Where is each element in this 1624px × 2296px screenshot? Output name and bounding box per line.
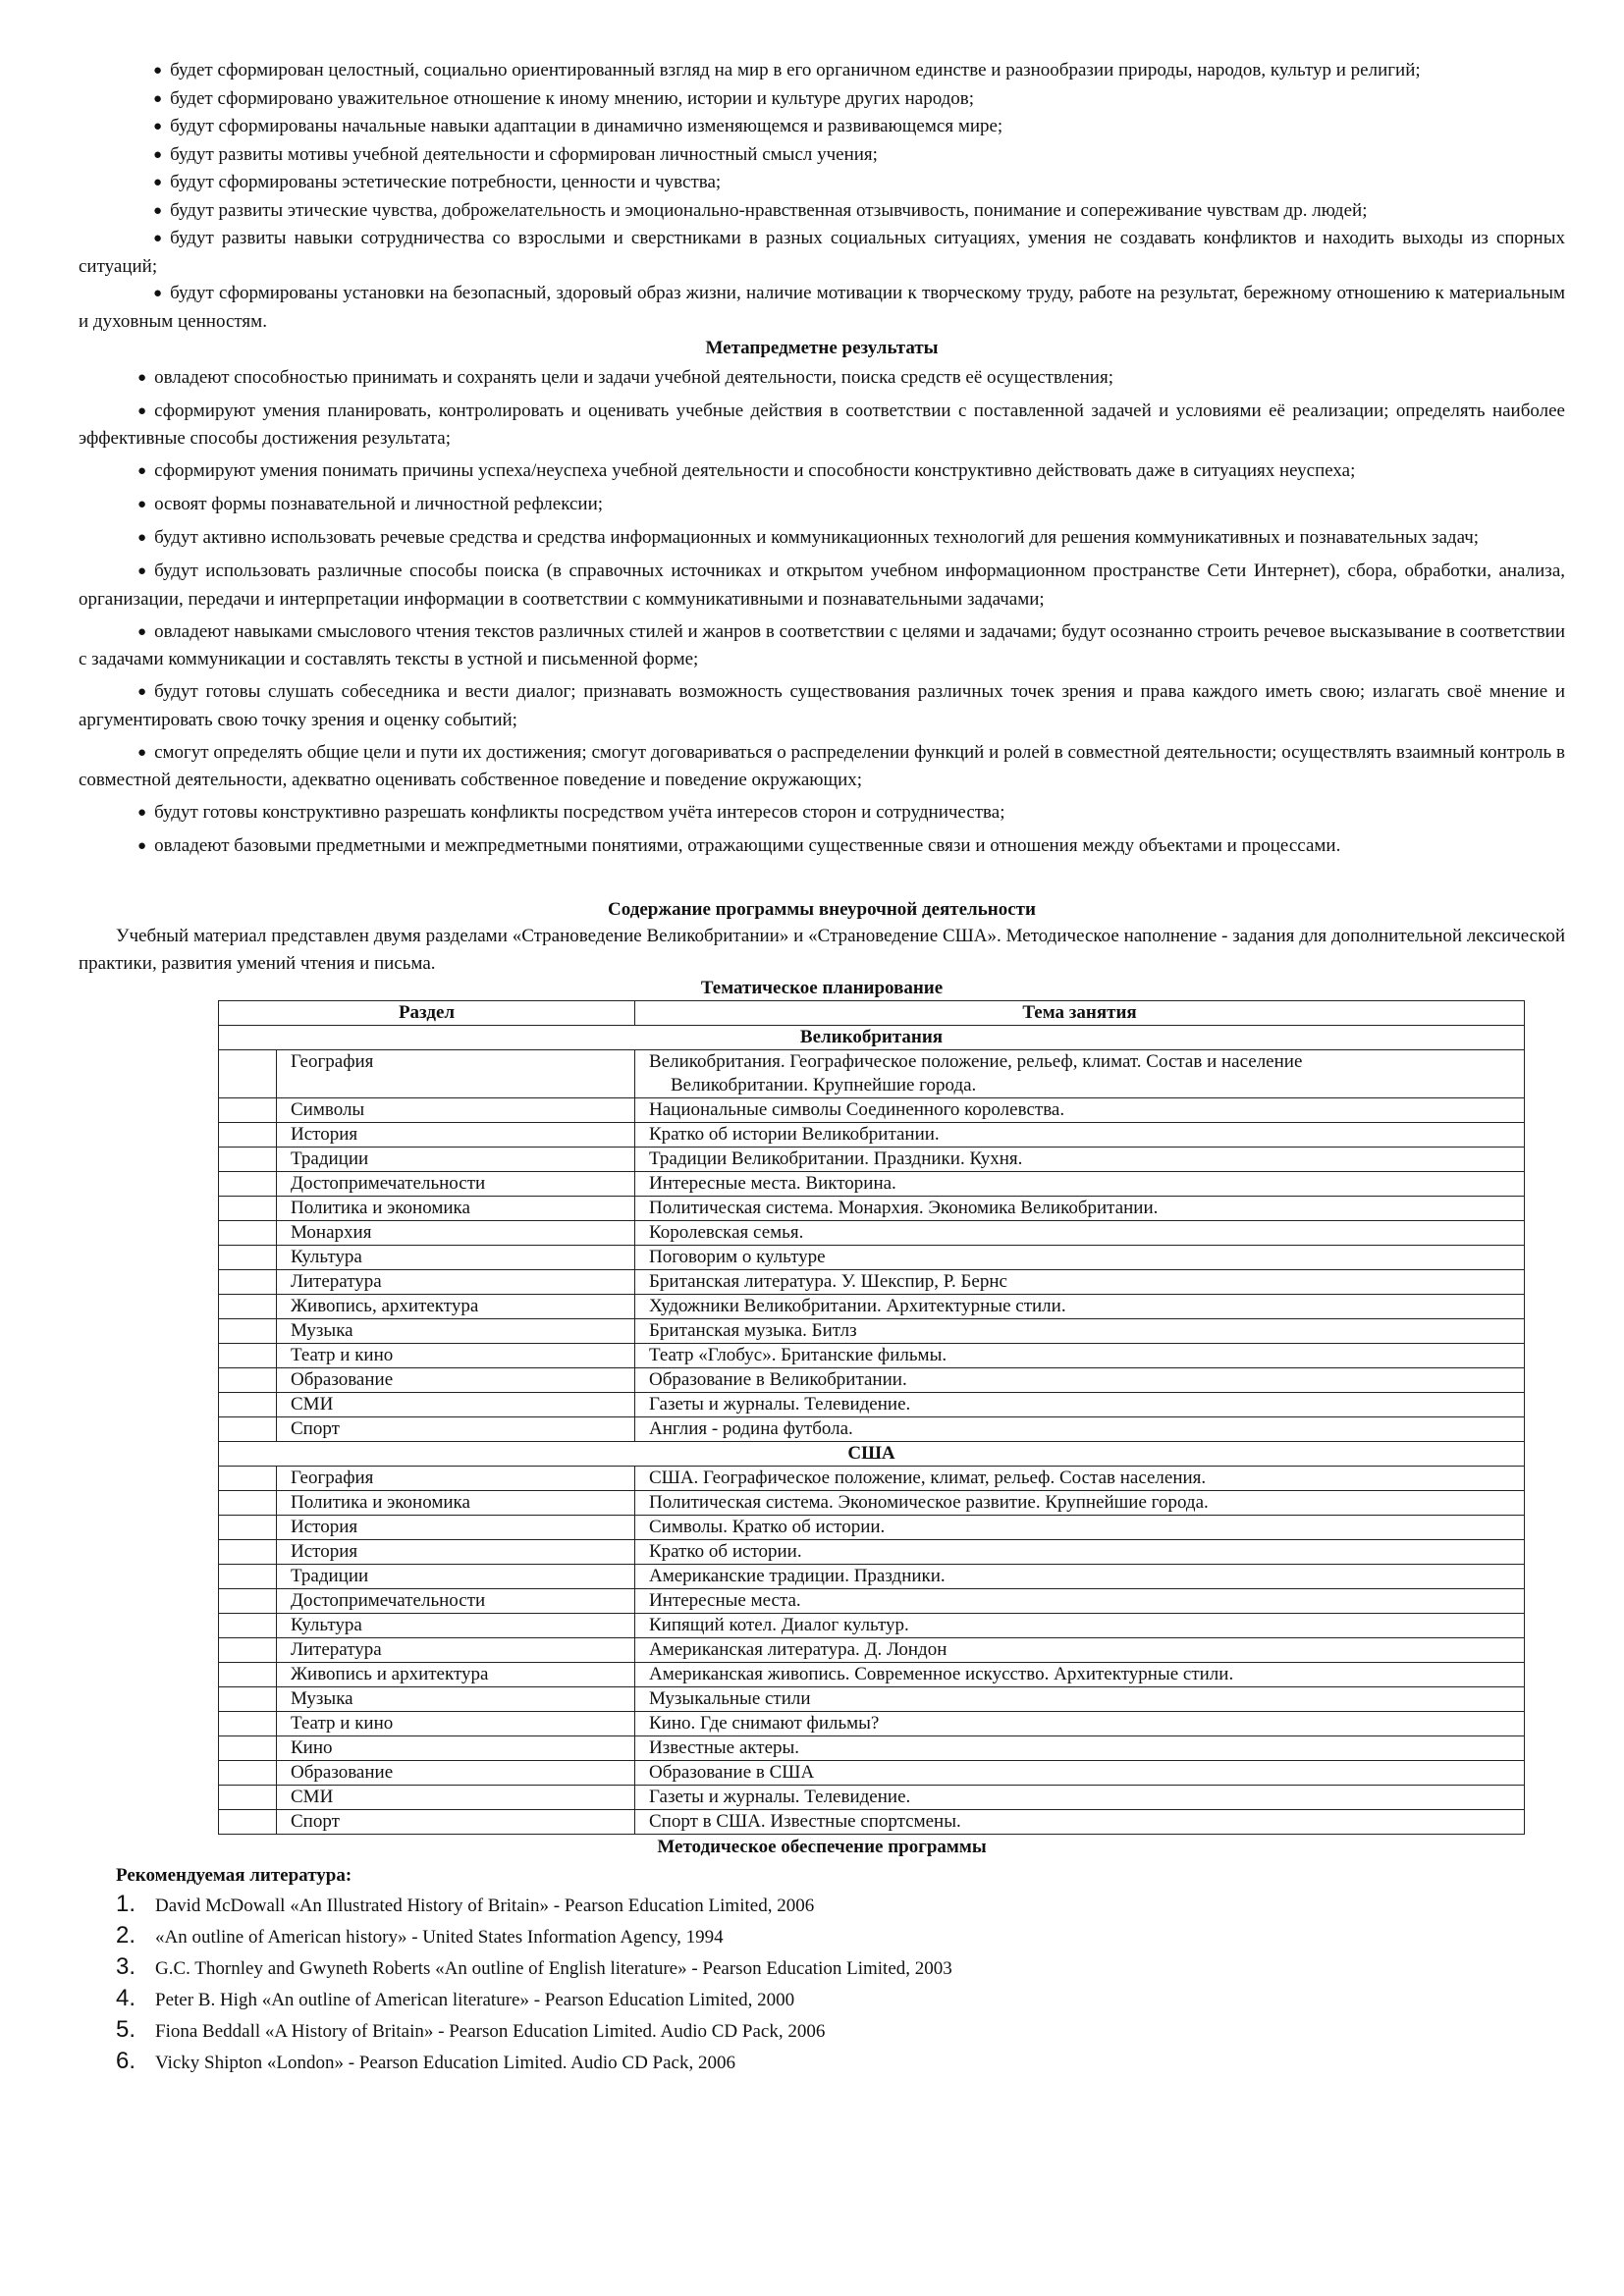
table-row	[219, 1638, 1525, 1663]
literature-text: «An outline of American history» - United States Information Agency, 1994	[155, 1927, 724, 1948]
empty-cell	[219, 1050, 277, 1098]
topic-text: Национальные символы Соединенного королевства.	[649, 1099, 1065, 1120]
section-cell: Традиции	[277, 1148, 635, 1172]
table-row	[219, 1589, 1525, 1614]
topic-text: Великобритания. Географическое положение, рельеф, климат. Состав и население	[649, 1051, 1303, 1072]
table-row	[219, 1467, 1525, 1491]
table-row	[219, 1221, 1525, 1246]
table-row	[219, 1393, 1525, 1417]
personal-result-item	[79, 57, 1565, 85]
empty-cell	[219, 1589, 277, 1614]
topic-text: Поговорим о культуре	[649, 1247, 826, 1267]
empty-cell	[219, 1516, 277, 1540]
metasubject-result-item	[79, 618, 1565, 673]
plan-heading: Тематическое планирование	[700, 978, 944, 998]
section-cell: Культура	[277, 1614, 635, 1638]
topic-text: Образование в Великобритании.	[649, 1369, 907, 1390]
bullet-icon: ●	[153, 175, 163, 190]
topic-text: Британская музыка. Битлз	[649, 1320, 857, 1341]
empty-cell	[219, 1123, 277, 1148]
personal-result-item	[79, 141, 1565, 170]
literature-number: 4.	[116, 1985, 136, 2011]
bullet-icon: ●	[137, 805, 147, 821]
topic-text-continued: Великобритании. Крупнейшие города.	[671, 1075, 977, 1095]
literature-item	[116, 1921, 1565, 1952]
topic-text: Британская литература. У. Шекспир, Р. Бернс	[649, 1271, 1007, 1292]
topic-text: Спорт в США. Известные спортсмены.	[649, 1811, 961, 1832]
topic-text: Традиции Великобритании. Праздники. Кухня.	[649, 1148, 1023, 1169]
bullet-icon: ●	[137, 463, 147, 479]
personal-result-item	[79, 85, 1565, 114]
column-header-topic: Тема занятия	[635, 1001, 1525, 1026]
metasubject-result-item	[79, 457, 1565, 486]
country-label: Великобритания	[219, 1026, 1525, 1050]
bullet-icon: ●	[137, 530, 147, 546]
literature-item	[116, 2015, 1565, 2047]
section-cell: Символы	[277, 1098, 635, 1123]
section-cell: Монархия	[277, 1221, 635, 1246]
content-heading: Содержание программы внеурочной деятельности	[608, 898, 1036, 920]
literature-number: 3.	[116, 1953, 136, 1980]
content-intro: Учебный материал представлен двумя разделами «Страноведение Великобритании» и «Страноведение США». Методическое наполнение - задания для дополнительной лексической практики, развития умений чтения и письма.	[79, 926, 1565, 974]
literature-text: Peter B. High «An outline of American literature» - Pearson Education Limited, 2000	[155, 1990, 795, 2010]
topic-text: Символы. Кратко об истории.	[649, 1517, 886, 1537]
methods-heading: Методическое обеспечение программы	[657, 1837, 987, 1857]
section-cell: Культура	[277, 1246, 635, 1270]
personal-result-item	[79, 197, 1565, 226]
topic-cell	[635, 1663, 1525, 1687]
metasubject-result-item-text: сформируют умения планировать, контролировать и оценивать учебные действия в соответствии с поставленной задачей и условиями её реализации; определять наиболее эффективные способы достижения результата;	[79, 400, 1565, 449]
table-row	[219, 1344, 1525, 1368]
topic-text: Американская живопись. Современное искусство. Архитектурные стили.	[649, 1664, 1234, 1684]
section-cell: Кино	[277, 1736, 635, 1761]
section-cell: Образование	[277, 1761, 635, 1786]
table-row	[219, 1761, 1525, 1786]
section-cell: История	[277, 1540, 635, 1565]
personal-result-item-text: будут сформированы установки на безопасный, здоровый образ жизни, наличие мотивации к творческому труду, работе на результат, бережному отношению к материальным и духовным ценностям.	[79, 283, 1565, 332]
topic-text: Англия - родина футбола.	[649, 1418, 853, 1439]
topic-cell	[635, 1417, 1525, 1442]
table-row	[219, 1663, 1525, 1687]
table-row	[219, 1123, 1525, 1148]
metasubject-result-item-text: овладеют базовыми предметными и межпредметными понятиями, отражающими существенные связи и отношения между объектами и процессами.	[154, 835, 1341, 856]
empty-cell	[219, 1368, 277, 1393]
topic-cell	[635, 1393, 1525, 1417]
empty-cell	[219, 1810, 277, 1835]
metasubject-result-item	[79, 799, 1565, 828]
personal-result-item-text: будут развиты навыки сотрудничества со взрослыми и сверстниками в разных социальных ситуациях, умения не создавать конфликтов и находить выходы из спорных ситуаций;	[79, 228, 1565, 277]
table-row	[219, 1270, 1525, 1295]
section-cell: Политика и экономика	[277, 1491, 635, 1516]
literature-title: Рекомендуемая литература:	[116, 1865, 352, 1886]
empty-cell	[219, 1614, 277, 1638]
topic-text: Королевская семья.	[649, 1222, 804, 1243]
table-row	[219, 1540, 1525, 1565]
empty-cell	[219, 1540, 277, 1565]
topic-cell	[635, 1148, 1525, 1172]
bullet-icon: ●	[153, 231, 163, 246]
bullet-icon: ●	[153, 119, 163, 134]
topic-cell	[635, 1540, 1525, 1565]
section-cell: Литература	[277, 1270, 635, 1295]
topic-text: Интересные места.	[649, 1590, 801, 1611]
literature-item	[116, 2047, 1565, 2078]
bullet-icon: ●	[137, 684, 147, 700]
empty-cell	[219, 1786, 277, 1810]
topic-cell	[635, 1516, 1525, 1540]
topic-text: Художники Великобритании. Архитектурные стили.	[649, 1296, 1066, 1316]
section-cell: Живопись, архитектура	[277, 1295, 635, 1319]
section-cell: Театр и кино	[277, 1712, 635, 1736]
section-cell: География	[277, 1467, 635, 1491]
topic-cell	[635, 1589, 1525, 1614]
metasubject-result-item	[79, 678, 1565, 733]
metasubject-result-item-text: будут использовать различные способы поиска (в справочных источниках и открытом учебном информационном пространстве Сети Интернет), сбора, обработки, анализа, организации, передачи и интерпретации информации в соответствии с коммуникативными и познавательными задачами;	[79, 561, 1565, 610]
literature-number: 6.	[116, 2048, 136, 2074]
topic-text: Кино. Где снимают фильмы?	[649, 1713, 880, 1734]
literature-text: Fiona Beddall «A History of Britain» - Pearson Education Limited. Audio CD Pack, 2006	[155, 2021, 826, 2042]
table-header-row	[219, 1001, 1525, 1026]
table-row	[219, 1810, 1525, 1835]
empty-cell	[219, 1761, 277, 1786]
empty-cell	[219, 1295, 277, 1319]
topic-text: Интересные места. Викторина.	[649, 1173, 896, 1194]
bullet-icon: ●	[153, 63, 163, 79]
bullet-icon: ●	[153, 286, 163, 301]
topic-text: Политическая система. Монархия. Экономика Великобритании.	[649, 1198, 1159, 1218]
metasubject-result-item	[79, 739, 1565, 794]
literature-number: 5.	[116, 2016, 136, 2043]
section-cell: Достопримечательности	[277, 1172, 635, 1197]
topic-cell	[635, 1467, 1525, 1491]
personal-results-list	[79, 57, 1565, 335]
topic-text: Театр «Глобус». Британские фильмы.	[649, 1345, 947, 1365]
bullet-icon: ●	[137, 497, 147, 512]
table-row	[219, 1319, 1525, 1344]
literature-number: 2.	[116, 1922, 136, 1949]
empty-cell	[219, 1148, 277, 1172]
section-cell: Живопись и архитектура	[277, 1663, 635, 1687]
empty-cell	[219, 1417, 277, 1442]
empty-cell	[219, 1393, 277, 1417]
country-label: США	[219, 1442, 1525, 1467]
topic-text: Кратко об истории.	[649, 1541, 802, 1562]
topic-cell	[635, 1761, 1525, 1786]
empty-cell	[219, 1712, 277, 1736]
topic-cell	[635, 1736, 1525, 1761]
thematic-plan-table	[218, 1000, 1525, 1835]
literature-text: G.C. Thornley and Gwyneth Roberts «An outline of English literature» - Pearson Education Limited, 2003	[155, 1958, 952, 1979]
topic-cell	[635, 1491, 1525, 1516]
empty-cell	[219, 1270, 277, 1295]
empty-cell	[219, 1197, 277, 1221]
table-row	[219, 1786, 1525, 1810]
table-row	[219, 1295, 1525, 1319]
metasubject-result-item-text: овладеют способностью принимать и сохранять цели и задачи учебной деятельности, поиска средств её осуществления;	[154, 366, 1113, 388]
table-row	[219, 1565, 1525, 1589]
topic-cell	[635, 1123, 1525, 1148]
literature-text: Vicky Shipton «London» - Pearson Education Limited. Audio CD Pack, 2006	[155, 2053, 735, 2073]
bullet-icon: ●	[137, 369, 147, 386]
topic-text: Известные актеры.	[649, 1737, 800, 1758]
empty-cell	[219, 1172, 277, 1197]
section-cell: СМИ	[277, 1786, 635, 1810]
section-cell: Образование	[277, 1368, 635, 1393]
metasubject-heading: Метапредметне результаты	[705, 338, 939, 358]
personal-result-item-text: будет сформирован целостный, социально ориентированный взгляд на мир в его органичном единстве и разнообразии природы, народов, культур и религий;	[170, 60, 1421, 80]
table-row	[219, 1197, 1525, 1221]
section-cell: Спорт	[277, 1417, 635, 1442]
topic-cell	[635, 1319, 1525, 1344]
bullet-icon: ●	[137, 623, 147, 640]
bullet-icon: ●	[137, 402, 147, 419]
table-row	[219, 1736, 1525, 1761]
topic-text: Газеты и журналы. Телевидение.	[649, 1787, 911, 1807]
table-row	[219, 1172, 1525, 1197]
empty-cell	[219, 1098, 277, 1123]
topic-text: Политическая система. Экономическое развитие. Крупнейшие города.	[649, 1492, 1209, 1513]
section-cell: Музыка	[277, 1687, 635, 1712]
section-cell: Достопримечательности	[277, 1589, 635, 1614]
topic-text: Кипящий котел. Диалог культур.	[649, 1615, 909, 1635]
metasubject-result-item	[79, 491, 1565, 519]
country-row	[219, 1442, 1525, 1467]
table-row	[219, 1368, 1525, 1393]
metasubject-result-item-text: будут активно использовать речевые средства и средства информационных и коммуникационных технологий для решения коммуникативных и познавательных задач;	[154, 527, 1480, 548]
metasubject-result-item-text: будут готовы слушать собеседника и вести диалог; признавать возможность существования различных точек зрения и права каждого иметь свою; излагать своё мнение и аргументировать свою точку зрения и оценку событий;	[79, 681, 1565, 730]
section-cell: Литература	[277, 1638, 635, 1663]
personal-result-item	[79, 113, 1565, 141]
bullet-icon: ●	[137, 744, 147, 761]
bullet-icon: ●	[153, 146, 163, 163]
topic-text: Музыкальные стили	[649, 1688, 811, 1709]
metasubject-result-item-text: смогут определять общие цели и пути их достижения; смогут договариваться о распределении функций и ролей в совместной деятельности; осуществлять взаимный контроль в совместной деятельности, адекватно оценивать собственное поведение и поведение окружающих;	[79, 741, 1565, 790]
metasubject-result-item	[79, 832, 1565, 861]
section-cell: История	[277, 1123, 635, 1148]
personal-result-item-text: будут развиты мотивы учебной деятельности и сформирован личностный смысл учения;	[170, 143, 878, 165]
topic-text: Американские традиции. Праздники.	[649, 1566, 946, 1586]
topic-text: Американская литература. Д. Лондон	[649, 1639, 947, 1660]
literature-item	[116, 1890, 1565, 1921]
literature-number: 1.	[116, 1891, 136, 1917]
section-cell: Традиции	[277, 1565, 635, 1589]
metasubject-result-item-text: сформируют умения понимать причины успеха/неуспеха учебной деятельности и способности конструктивно действовать даже в ситуациях неуспеха;	[154, 460, 1356, 481]
metasubject-result-item-text: овладеют навыками смыслового чтения текстов различных стилей и жанров в соответствии с целями и задачами; будут осознанно строить речевое высказывание в соответствии с задачами коммуникации и составлять тексты в устной и письменной форме;	[79, 620, 1565, 669]
topic-cell	[635, 1221, 1525, 1246]
empty-cell	[219, 1638, 277, 1663]
topic-cell	[635, 1246, 1525, 1270]
table-row	[219, 1148, 1525, 1172]
topic-cell	[635, 1786, 1525, 1810]
topic-cell	[635, 1368, 1525, 1393]
topic-cell	[635, 1197, 1525, 1221]
topic-cell	[635, 1712, 1525, 1736]
personal-result-item	[79, 225, 1565, 280]
topic-cell	[635, 1295, 1525, 1319]
personal-result-item-text: будет сформировано уважительное отношение к иному мнению, истории и культуре других народов;	[170, 87, 975, 109]
table-body	[219, 1026, 1525, 1835]
section-cell: Спорт	[277, 1810, 635, 1835]
section-cell: История	[277, 1516, 635, 1540]
bullet-icon: ●	[137, 838, 147, 854]
table-row	[219, 1050, 1525, 1098]
topic-cell	[635, 1810, 1525, 1835]
personal-result-item	[79, 169, 1565, 197]
section-cell: География	[277, 1050, 635, 1098]
empty-cell	[219, 1687, 277, 1712]
section-cell: Политика и экономика	[277, 1197, 635, 1221]
table-row	[219, 1491, 1525, 1516]
topic-cell	[635, 1172, 1525, 1197]
section-cell: СМИ	[277, 1393, 635, 1417]
metasubject-result-item	[79, 524, 1565, 553]
bullet-icon: ●	[153, 90, 163, 107]
literature-item	[116, 1984, 1565, 2015]
country-row	[219, 1026, 1525, 1050]
metasubject-result-item	[79, 558, 1565, 613]
metasubject-result-item-text: будут готовы конструктивно разрешать конфликты посредством учёта интересов сторон и сотрудничества;	[154, 802, 1005, 823]
table-row	[219, 1417, 1525, 1442]
bullet-icon: ●	[137, 563, 147, 579]
section-cell: Театр и кино	[277, 1344, 635, 1368]
personal-result-item-text: будут сформированы эстетические потребности, ценности и чувства;	[170, 172, 722, 192]
table-row	[219, 1516, 1525, 1540]
empty-cell	[219, 1246, 277, 1270]
metasubject-result-item	[79, 398, 1565, 453]
personal-result-item	[79, 280, 1565, 335]
topic-text: Кратко об истории Великобритании.	[649, 1124, 940, 1145]
empty-cell	[219, 1663, 277, 1687]
literature-text: David McDowall «An Illustrated History of Britain» - Pearson Education Limited, 2006	[155, 1896, 815, 1916]
empty-cell	[219, 1221, 277, 1246]
empty-cell	[219, 1319, 277, 1344]
topic-text: США. Географическое положение, климат, рельеф. Состав населения.	[649, 1468, 1207, 1488]
topic-cell	[635, 1098, 1525, 1123]
table-row	[219, 1098, 1525, 1123]
personal-result-item-text: будут развиты этические чувства, доброжелательность и эмоционально-нравственная отзывчивость, понимание и сопереживание чувствам др. людей;	[170, 199, 1368, 221]
topic-cell	[635, 1638, 1525, 1663]
column-header-section: Раздел	[219, 1001, 635, 1026]
empty-cell	[219, 1491, 277, 1516]
empty-cell	[219, 1344, 277, 1368]
table-row	[219, 1246, 1525, 1270]
topic-cell	[635, 1270, 1525, 1295]
bullet-icon: ●	[153, 202, 163, 219]
document-page	[79, 57, 1565, 2078]
personal-result-item-text: будут сформированы начальные навыки адаптации в динамично изменяющемся и развивающемся мире;	[170, 116, 1003, 136]
table-row	[219, 1614, 1525, 1638]
empty-cell	[219, 1736, 277, 1761]
literature-list	[79, 1890, 1565, 2078]
topic-cell	[635, 1050, 1525, 1098]
topic-cell	[635, 1344, 1525, 1368]
topic-cell	[635, 1614, 1525, 1638]
table-row	[219, 1712, 1525, 1736]
metasubject-results-list	[79, 364, 1565, 861]
topic-text: Образование в США	[649, 1762, 815, 1783]
literature-item	[116, 1952, 1565, 1984]
empty-cell	[219, 1565, 277, 1589]
topic-cell	[635, 1687, 1525, 1712]
section-cell: Музыка	[277, 1319, 635, 1344]
empty-cell	[219, 1467, 277, 1491]
topic-text: Газеты и журналы. Телевидение.	[649, 1394, 911, 1415]
metasubject-result-item-text: освоят формы познавательной и личностной рефлексии;	[154, 494, 604, 514]
table-row	[219, 1687, 1525, 1712]
topic-cell	[635, 1565, 1525, 1589]
metasubject-result-item	[79, 364, 1565, 393]
